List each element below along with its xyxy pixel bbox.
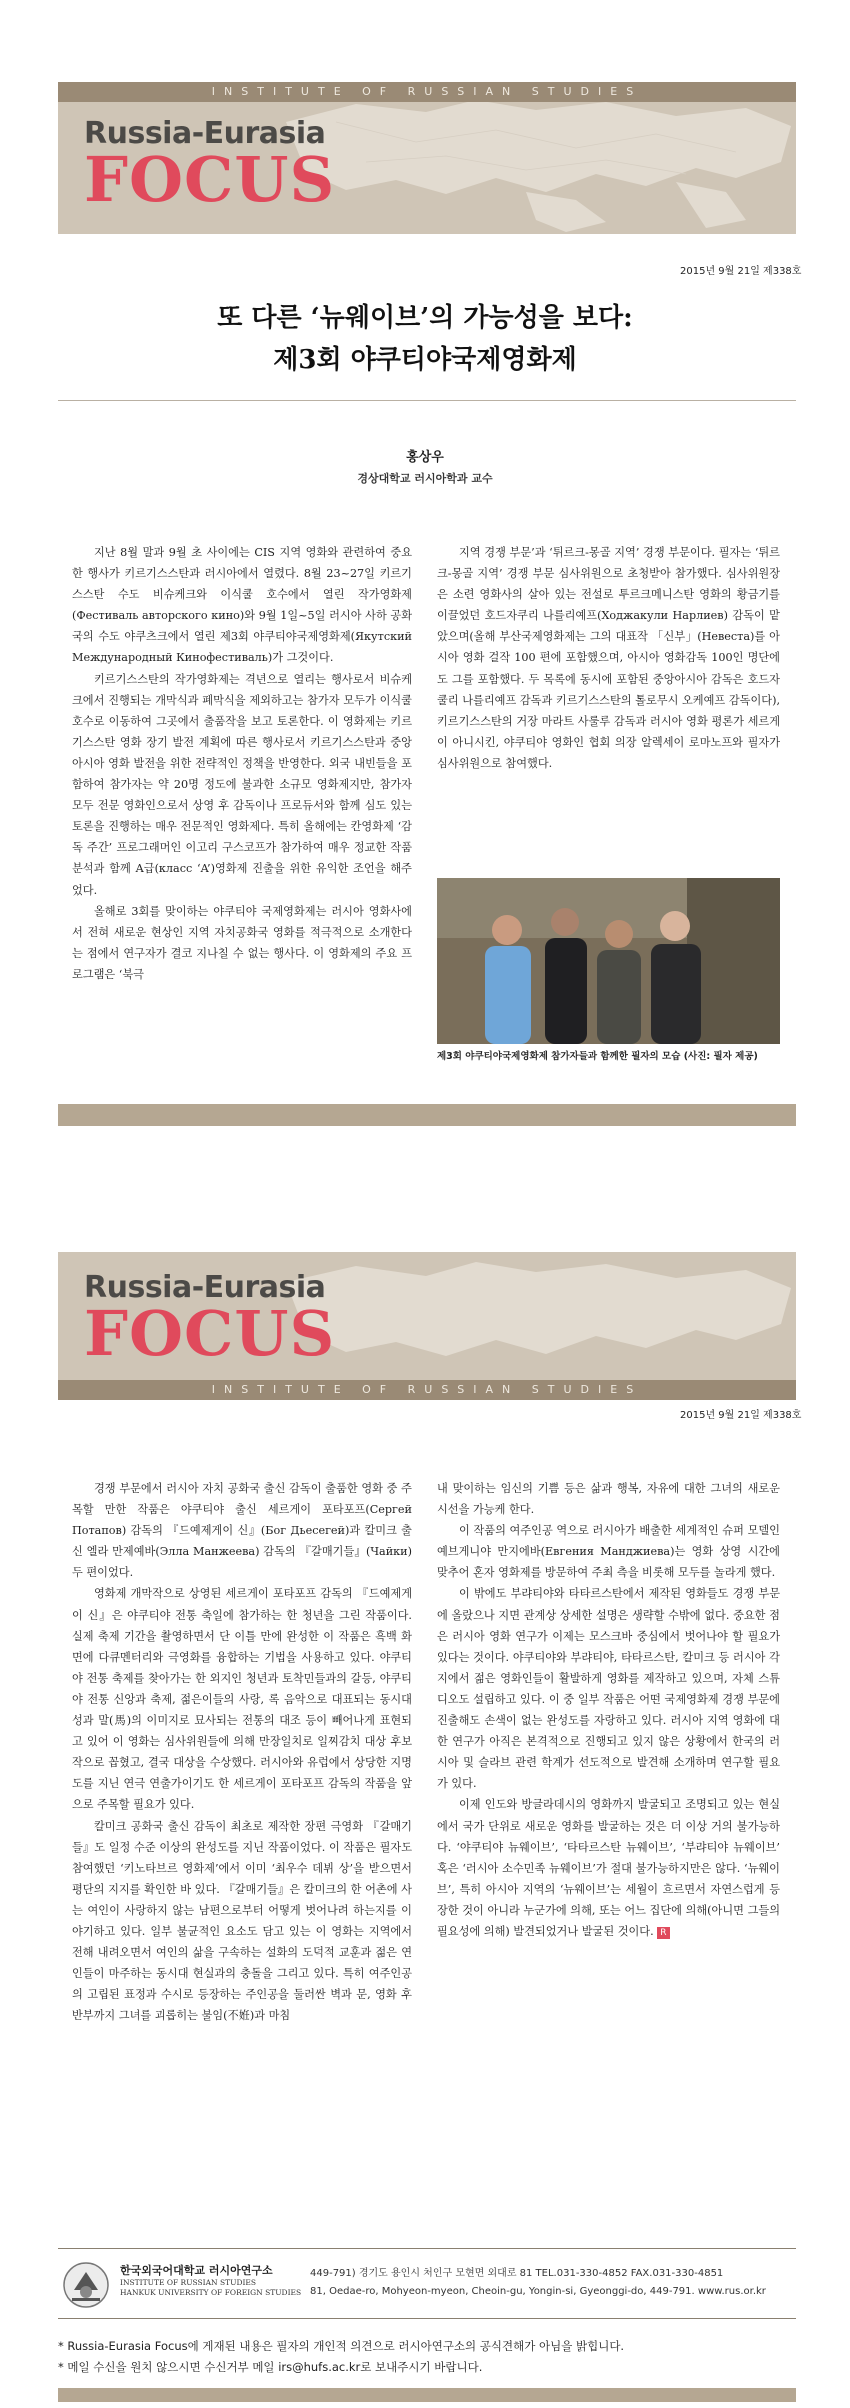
footer-notes	[58, 2336, 624, 2378]
paragraph: 지역 경쟁 부문’과 ‘튀르크-몽골 지역’ 경쟁 부문이다. 필자는 ‘튀르크-몽골 지역’ 경쟁 부문 심사위원으로 초청받아 참가했다. 심사위원장은 소련 영화사의 살아 있는 전설로 투르크메니스탄 영화의 황금기를 이끌었던 호드자쿠리 나를리예프(Ходжакули Нарлиев) 감독이 맡았으며(올해 부산국제영화제는 그의 대표작 「신부」(Невеста)를 아시아 영화 걸작 100 편에 포함했으며, 아시아 영화감독 100인 명단에도 그를 포함했다. 두 목록에 동시에 포함된 중앙아시아 감독은 호드자쿨리 나를리예프 감독과 키르기스스탄의 톨로무시 오케예프 감독이다), 키르기스스탄의 거장 마라트 사룰루 감독과 러시아 영화 평론가 세르게이 아니시킨, 야쿠티야 영화인 협회 의장 알렉세이 로마노프와 필자가 심사위원으로 참여했다.	[437, 546, 780, 770]
footer-address-en: 81, Oedae-ro, Mohyeon-myeon, Cheoin-gu, Yongin-si, Gyeonggi-do, 449-791. www.rus.or.kr	[310, 2286, 766, 2297]
brand-logo	[84, 116, 336, 216]
brand-logo	[84, 1270, 336, 1370]
paragraph: 영화제 개막작으로 상영된 세르게이 포타포프 감독의 『드예제게이 신』은 야쿠티야 전통 축일에 참가하는 한 청년을 그린 작품이다. 실제 축제 기간을 촬영하면서 단 이틀 만에 완성한 이 작품은 흑백 화면에 다큐멘터리와 극영화를 융합하는 기법을 사용하고 있다. 야쿠티야 전통 축제를 찾아가는 한 외지인 청년과 토착민들과의 갈등, 야쿠티야 전통 신앙과 축제, 젊은이들의 사랑, 록 음악으로 대표되는 동시대성과 말(馬)의 이미지로 묘사되는 전통의 대조 등이 빼어나게 표현되고 있어 이 영화는 심사위원들에 의해 만장일치로 일찌감치 대상 후보작으로 꼽혔고, 결국 대상을 수상했다. 러시아와 유럽에서 상당한 지명도를 지닌 연극 연출가이기도 한 세르게이 포타포프 감독의 작품을 앞으로 주목할 필요가 있다.	[72, 1587, 412, 1812]
footer-note: * Russia-Eurasia Focus에 게재된 내용은 필자의 개인적 의견으로 러시아연구소의 공식견해가 아님을 밝힙니다.	[58, 2339, 625, 2353]
paragraph: 지난 8월 말과 9월 초 사이에는 CIS 지역 영화와 관련하여 중요한 행사가 키르기스스탄과 러시아에서 열렸다. 8월 23~27일 키르기스스탄 수도 비슈케크와 이식쿨 호수에서 열린 작가영화제(Фестиваль авторского кино)와 9월 1일~5일 러시아 사하 공화국의 수도 야쿠츠크에서 열린 제3회 야쿠티야국제영화제(Якутский Международный Кинофестиваль)가 그것이다.	[72, 546, 412, 665]
footer-org-english-line2: HANKUK UNIVERSITY OF FOREIGN STUDIES	[120, 2288, 302, 2297]
header-banner	[58, 82, 796, 234]
world-map-graphic	[276, 1252, 796, 1400]
footer-divider	[58, 2248, 796, 2249]
footer-address-ko: 449-791) 경기도 용인시 처인구 모현면 외대로 81 TEL.031-330-4852 FAX.031-330-4851	[310, 2268, 724, 2279]
paragraph-text: 이제 인도와 방글라데시의 영화까지 발굴되고 조명되고 있는 현실에서 국가 단위로 새로운 영화를 발굴하는 것은 더 이상 거의 불가능하다. ‘야쿠티야 뉴웨이브’, ‘타타르스탄 뉴웨이브’, ‘부랴티야 뉴웨이브’ 혹은 ‘러시아 소수민족 뉴웨이브’가 절대 불가능하지만은 않다. ‘뉴웨이브’, 특히 아시아 지역의 ‘뉴웨이브’는 세월이 흐르면서 자연스럽게 등장한 것이 아니라 누군가에 의해, 또는 어느 집단에 의해(아니면 그들의 필요성에 의해) 발견되었거나 발굴된 것이다.	[437, 1798, 780, 1938]
issue-date: 2015년 9월 21일 제338호	[680, 266, 802, 277]
author-name: 홍상우	[406, 450, 444, 465]
paragraph: 칼미크 공화국 출신 감독이 최초로 제작한 장편 극영화 『갈매기들』도 일정 수준 이상의 완성도를 지닌 작품이었다. 이 작품은 필자도 참여했던 ‘키노타브르 영화제’에서 이미 ‘최우수 데뷔 상’을 받으면서 평단의 지지를 확인한 바 있다. 『갈매기들』은 칼미크의 한 어촌에 사는 여인이 사랑하지 않는 남편으로부터 어떻게 벗어나려 하는지를 이야기하고 있다. 일부 불균적인 요소도 담고 있는 이 영화는 지역에서 전해 내려오면서 여인의 삶을 구속하는 설화의 도덕적 교훈과 젊은 연인들이 마주하는 동시대 현실과의 충돌을 그리고 있다. 특히 여주인공의 고립된 표정과 수시로 등장하는 주인공을 둘러싼 벽과 문, 영화 후반부까지 그녀를 괴롭히는 불임(不姙)과 마침	[72, 1819, 412, 2023]
paragraph	[437, 1794, 780, 1942]
brand-focus: FOCUS	[84, 143, 336, 216]
article-title-line2: 제3회 야쿠티야국제영화제	[273, 345, 577, 375]
page1-left-column	[72, 542, 412, 985]
page2-right-column	[437, 1478, 780, 1942]
article-title-line1: 또 다른 ‘뉴웨이브’의 가능성을 보다:	[217, 303, 633, 333]
end-mark: R	[657, 1927, 669, 1939]
issue-date: 2015년 9월 21일 제338호	[680, 1410, 802, 1421]
header-banner-page2	[58, 1252, 796, 1400]
footer-org-english	[120, 2278, 301, 2298]
university-emblem-icon	[60, 2260, 112, 2310]
divider	[58, 400, 796, 401]
author-affiliation: 경상대학교 러시아학과 교수	[357, 472, 493, 485]
paragraph: 키르기스스탄의 작가영화제는 격년으로 열리는 행사로서 비슈케크에서 진행되는 개막식과 폐막식을 제외하고는 참가자 모두가 이식쿨 호수로 이동하여 그곳에서 출품작을 보고 토론한다. 이 영화제는 키르기스스탄 영화 장기 발전 계획에 따른 행사로서 키르기스스탄과 중앙아시아 영화 발전을 위한 전략적인 정책을 반영한다. 외국 내빈들을 포함하여 참가자는 약 20명 정도에 불과한 소규모 영화제지만, 참가자 모두 전문 영화인으로서 상영 후 감독이나 프로듀서와 함께 심도 있는 토론을 진행하는 매우 전문적인 영화제다. 특히 올해에는 칸영화제 ‘감독 주간’ 프로그래머인 이고리 구스코프가 참가하여 매우 정교한 작품 분석과 함께 A급(класс ‘A’)영화제 진출을 위한 유익한 조언을 해주었다.	[72, 672, 412, 897]
page2-left-column	[72, 1478, 412, 2026]
paragraph: 경쟁 부문에서 러시아 자치 공화국 출신 감독이 출품한 영화 중 주목할 만한 작품은 야쿠티야 출신 세르게이 포타포프(Сергей Потапов) 감독의 『드예제게이 신』(Бог Дьесегей)과 칼미크 출신 엘라 만제예바(Элла Манжеева) 감독의 『갈매기들』(Чайки)두 편이었다.	[72, 1482, 412, 1580]
institute-bar: INSTITUTE OF RUSSIAN STUDIES	[58, 1380, 796, 1400]
paragraph: 내 맞이하는 임신의 기쁨 등은 삶과 행복, 자유에 대한 그녀의 새로운 시선을 가능케 한다.	[437, 1482, 780, 1517]
footer-divider	[58, 2318, 796, 2319]
brand-top: Russia-Eurasia	[84, 1270, 326, 1305]
photo-caption: 제3회 야쿠티야국제영화제 참가자들과 함께한 필자의 모습 (사진: 필자 제공)	[437, 1051, 758, 1062]
page-bottom-band	[58, 2388, 796, 2402]
footer-org-english-line1: INSTITUTE OF RUSSIAN STUDIES	[120, 2278, 257, 2287]
footer-org-name: 한국외국어대학교 러시아연구소	[120, 2264, 273, 2277]
page1-bottom-band	[58, 1104, 796, 1126]
brand-focus: FOCUS	[84, 1297, 336, 1370]
institute-bar: INSTITUTE OF RUSSIAN STUDIES	[58, 82, 796, 102]
footer-note: * 메일 수신을 원치 않으시면 수신거부 메일 irs@hufs.ac.kr로 보내주시기 바랍니다.	[58, 2360, 483, 2374]
world-map-graphic	[276, 82, 796, 234]
paragraph: 이 밖에도 부랴티야와 타타르스탄에서 제작된 영화들도 경쟁 부문에 올랐으나 지면 관계상 상세한 설명은 생략할 수밖에 없다. 중요한 점은 러시아 영화 연구가 이제는 모스크바 중심에서 벗어나야 할 필요가 있다는 것이다. 야쿠티야와 부랴티야, 타타르스탄, 칼미크 등 러시아 각지에서 젊은 영화인들이 활발하게 영화를 제작하고 있으며, 자체 스튜디오도 설립하고 있다. 이 중 일부 작품은 어떤 국제영화제 경쟁 부문에 진출해도 손색이 없는 완성도를 자랑하고 있다. 러시아 지역 영화에 대한 연구가 아직은 본격적으로 진행되고 있지 않은 상황에서 한국의 러시아 및 슬라브 관련 학계가 선도적으로 발견해 소개하며 연구할 필요가 있다.	[437, 1587, 780, 1791]
festival-photo	[437, 878, 780, 1044]
paragraph: 이 작품의 여주인공 역으로 러시아가 배출한 세계적인 슈퍼 모델인 예브게니야 만지에바(Евгения Манджиева)는 영화 상영 시간에 맞추어 혼자 영화제를 방문하여 주최 측을 비롯해 모두를 놀라게 했다.	[437, 1524, 780, 1580]
paragraph: 올해로 3회를 맞이하는 야쿠티야 국제영화제는 러시아 영화사에서 전혀 새로운 현상인 지역 자치공화국 영화를 적극적으로 소개한다는 점에서 연구자가 결코 지나칠 수 없는 행사다. 이 영화제의 주요 프로그램은 ‘북극	[72, 904, 412, 981]
brand-top: Russia-Eurasia	[84, 116, 326, 151]
page1-right-column	[437, 542, 780, 774]
